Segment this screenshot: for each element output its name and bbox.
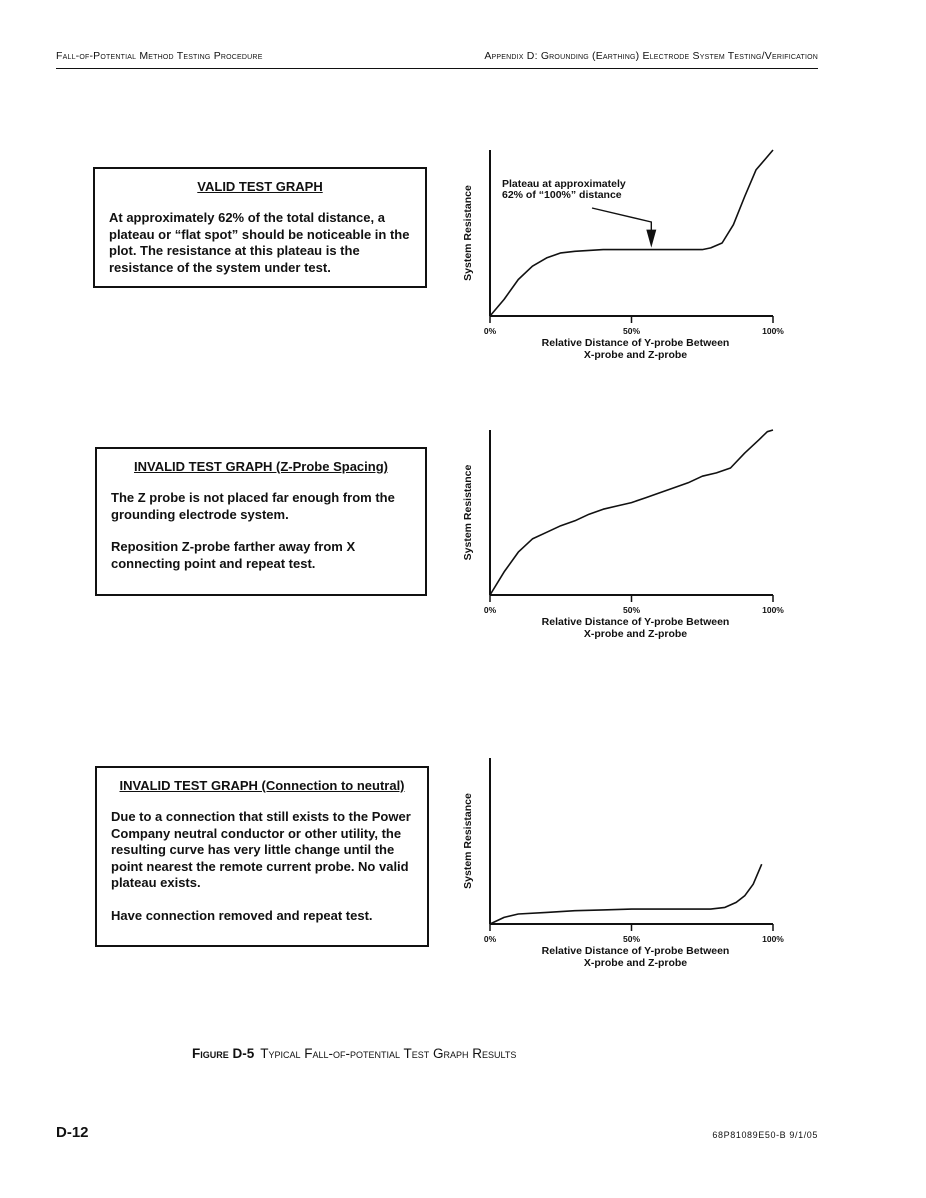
x-axis-label: X-probe and Z-probe: [583, 349, 688, 361]
box-paragraph: Reposition Z-probe farther away from X connecting point and repeat test.: [111, 539, 356, 571]
y-axis-label: System Resistance: [462, 185, 474, 281]
box-title: VALID TEST GRAPH: [197, 179, 323, 194]
z-probe-spacing-box: [95, 447, 427, 596]
valid-test-graph-box: [93, 167, 427, 288]
x-axis-label: Relative Distance of Y-probe Between: [541, 945, 730, 957]
box-paragraph: The Z probe is not placed far enough from the grounding electrode system.: [111, 490, 395, 522]
x-tick-label: 0%: [483, 934, 497, 944]
running-header-right: Appendix D: Grounding (Earthing) Electrode System Testing/Verification: [484, 50, 818, 62]
x-tick-label: 50%: [622, 326, 641, 336]
x-axis-label: X-probe and Z-probe: [583, 628, 688, 640]
series-line: [490, 430, 773, 595]
valid-test-chart: [450, 140, 810, 377]
figure-title: Typical Fall-of-potential Test Graph Results: [260, 1046, 517, 1061]
x-tick-label: 50%: [622, 934, 641, 944]
x-tick-label: 100%: [762, 326, 784, 336]
box-paragraph: Have connection removed and repeat test.: [111, 907, 373, 923]
figure-caption: [192, 1046, 516, 1061]
x-tick-label: 50%: [622, 605, 641, 615]
x-axis-label: X-probe and Z-probe: [583, 957, 688, 969]
plateau-arrow-line: [592, 208, 651, 232]
neutral-connection-box: [95, 766, 429, 947]
x-tick-label: 0%: [483, 605, 497, 615]
x-tick-label: 0%: [483, 326, 497, 336]
series-line: [490, 864, 762, 924]
box-paragraph: Due to a connection that still exists to the Power Company neutral conductor or other utility, the resulting curve has very little change until the point nearest the remote current probe. No valid plateau exists.: [111, 809, 411, 890]
y-axis-label: System Resistance: [462, 793, 474, 889]
plateau-arrow-head: [646, 230, 656, 248]
running-header-left: Fall-of-Potential Method Testing Procedure: [56, 50, 263, 62]
figure-number: Figure D-5: [192, 1046, 255, 1061]
plateau-annotation-text: Plateau at approximately: [502, 178, 626, 190]
box-paragraph: At approximately 62% of the total distance, a plateau or “flat spot” should be noticeable in the plot. The resistance at this plateau is the resistance of the system under test.: [109, 210, 410, 275]
x-axis-label: Relative Distance of Y-probe Between: [541, 337, 730, 349]
document-id: 68P81089E50-B 9/1/05: [712, 1130, 818, 1140]
plateau-annotation-text: 62% of “100%” distance: [502, 189, 622, 201]
x-axis-label: Relative Distance of Y-probe Between: [541, 616, 730, 628]
series-line: [490, 150, 773, 316]
x-tick-label: 100%: [762, 934, 784, 944]
x-tick-label: 100%: [762, 605, 784, 615]
z-probe-spacing-chart: [450, 416, 810, 655]
neutral-connection-chart: [450, 750, 810, 985]
box-title: INVALID TEST GRAPH (Z-Probe Spacing): [134, 459, 388, 474]
box-title: INVALID TEST GRAPH (Connection to neutral): [119, 778, 405, 793]
page-number: D-12: [56, 1124, 89, 1141]
y-axis-label: System Resistance: [462, 464, 474, 561]
running-header: [56, 48, 818, 69]
